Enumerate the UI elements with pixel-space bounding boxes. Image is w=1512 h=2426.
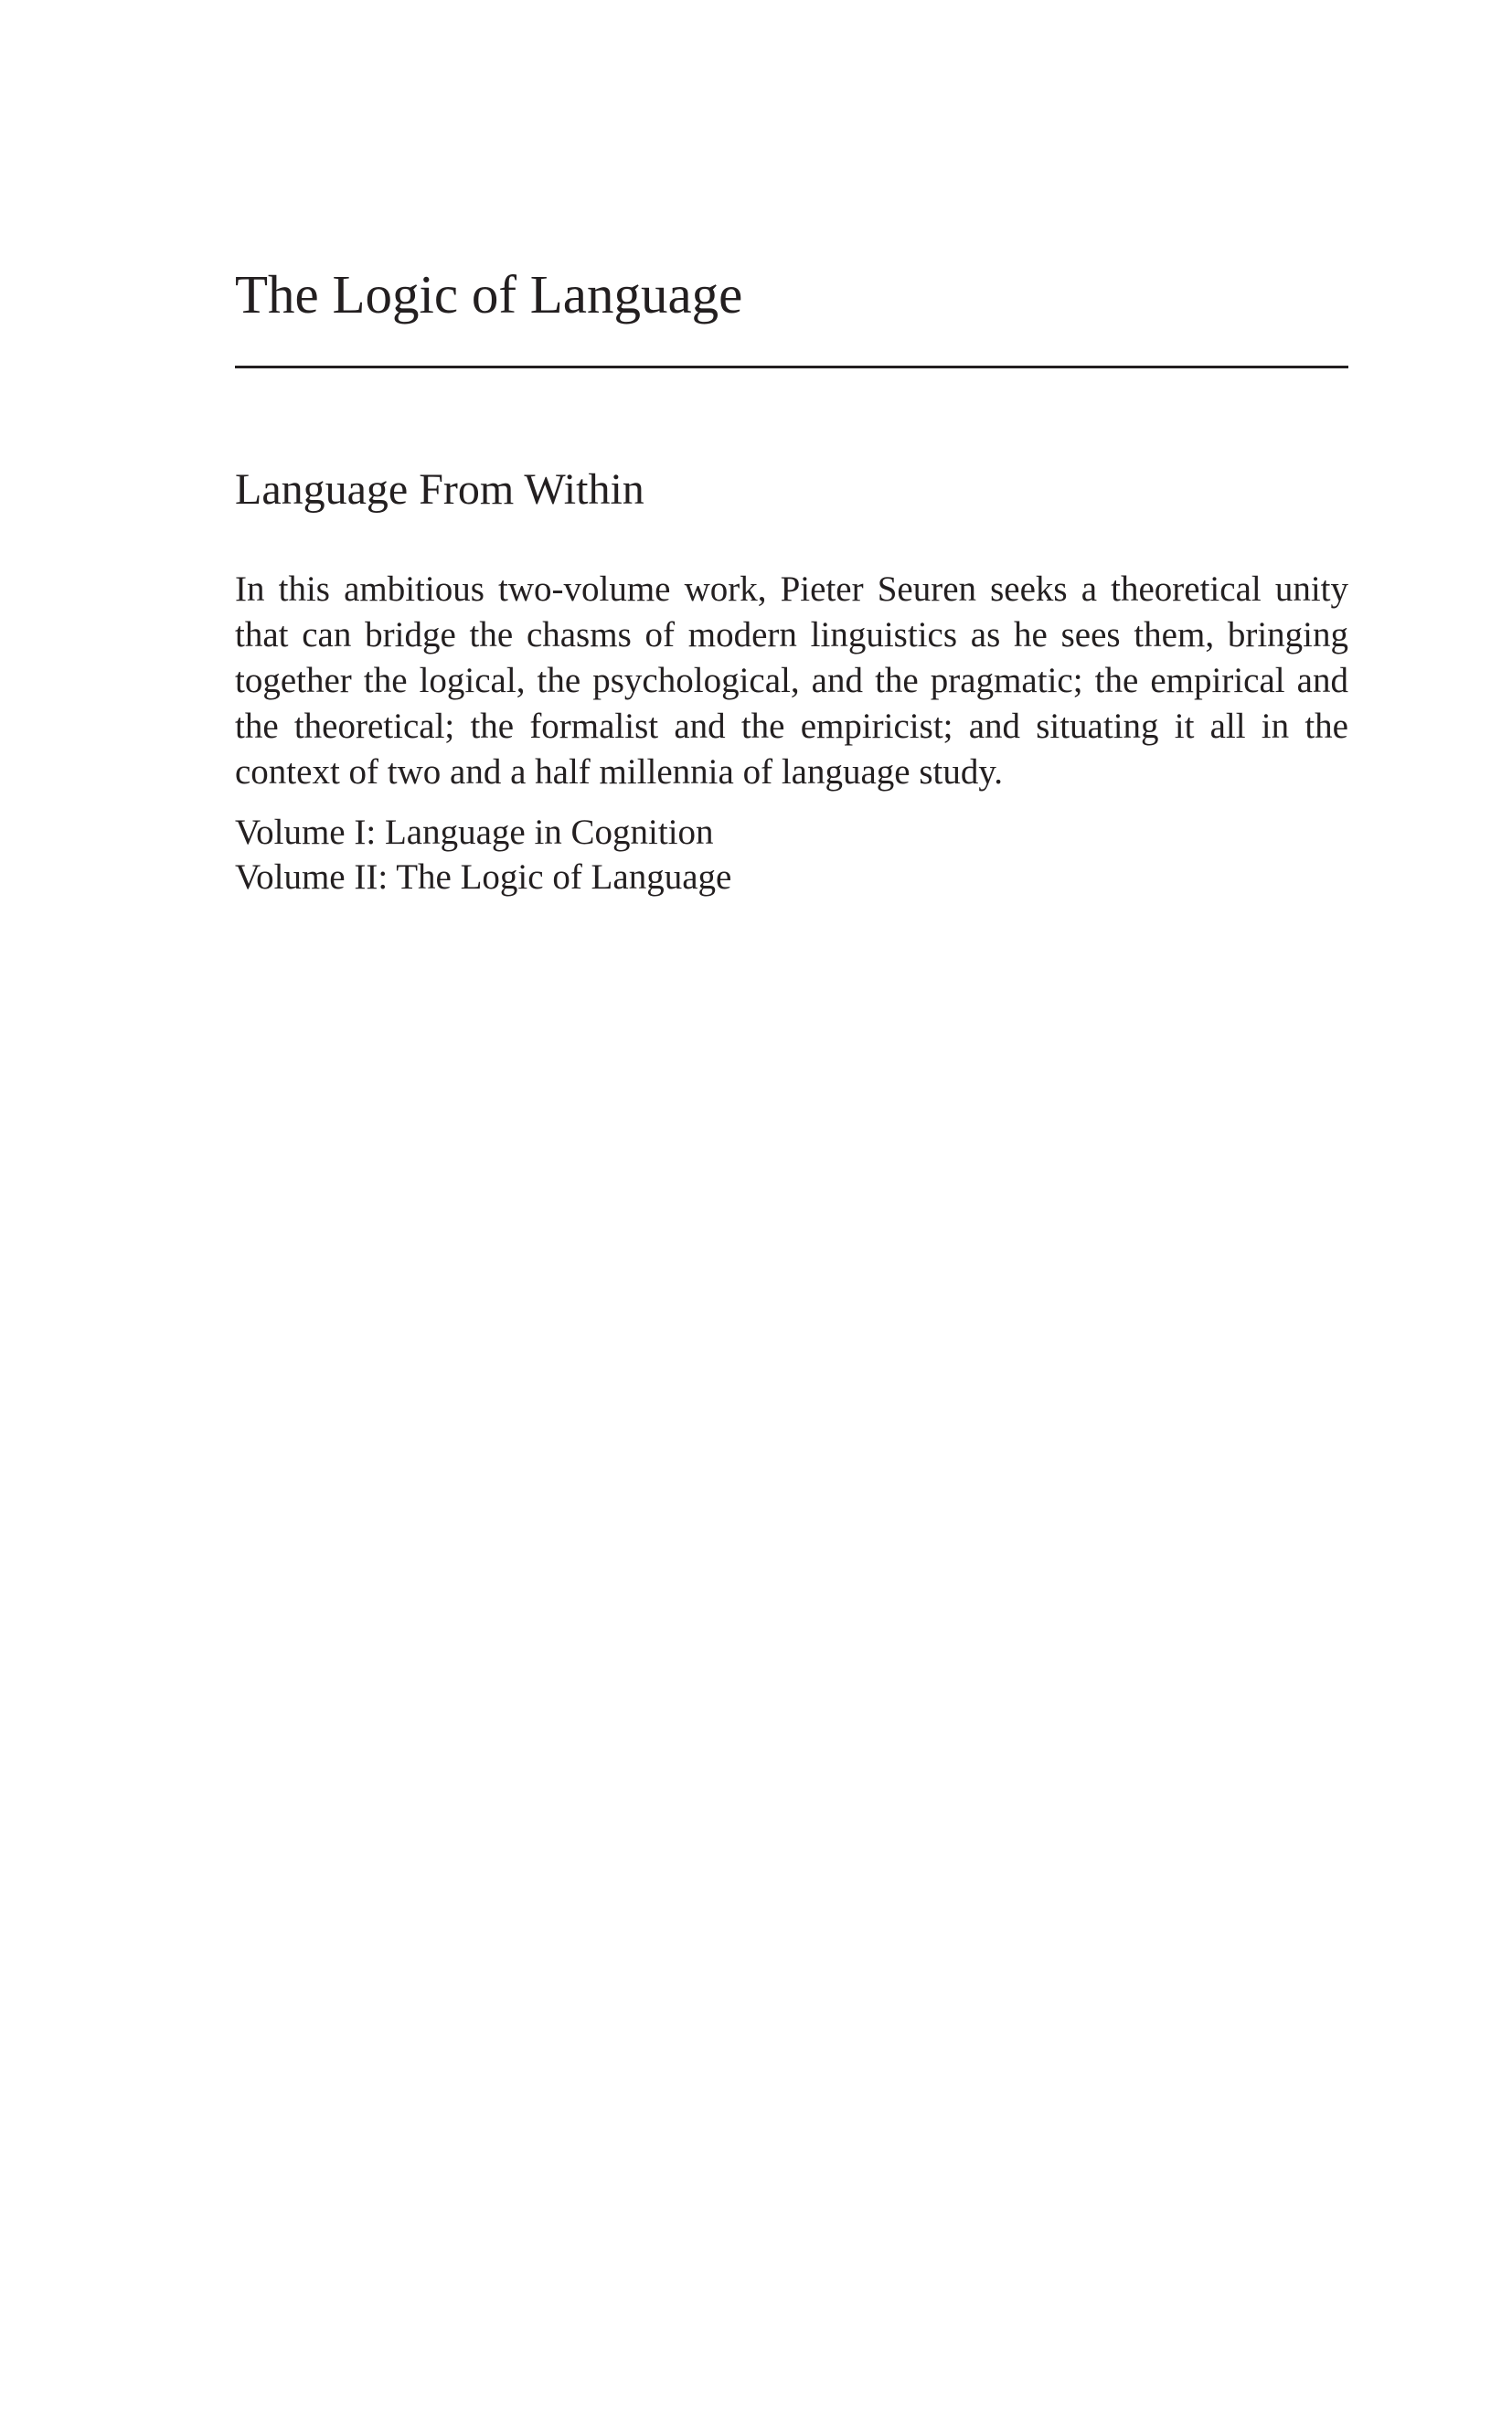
page-title: The Logic of Language — [235, 264, 743, 325]
volume-item: Volume II: The Logic of Language — [235, 857, 732, 897]
series-title: Language From Within — [235, 465, 644, 514]
title-divider — [235, 366, 1348, 368]
volume-list — [235, 810, 731, 899]
volume-item: Volume I: Language in Cognition — [235, 813, 714, 852]
description-line: context of two and a half millennia of language study. — [235, 752, 1004, 792]
description-line: the theoretical; the formalist and the empiricist; and situating it all in the — [235, 707, 1348, 746]
description-line: that can bridge the chasms of modern linguistics as he sees them, bringing — [235, 615, 1348, 654]
series-description — [235, 567, 1348, 795]
description-line: In this ambitious two-volume work, Pieter Seuren seeks a theoretical unity — [235, 569, 1348, 609]
description-line: together the logical, the psychological, and the pragmatic; the empirical and — [235, 661, 1348, 700]
